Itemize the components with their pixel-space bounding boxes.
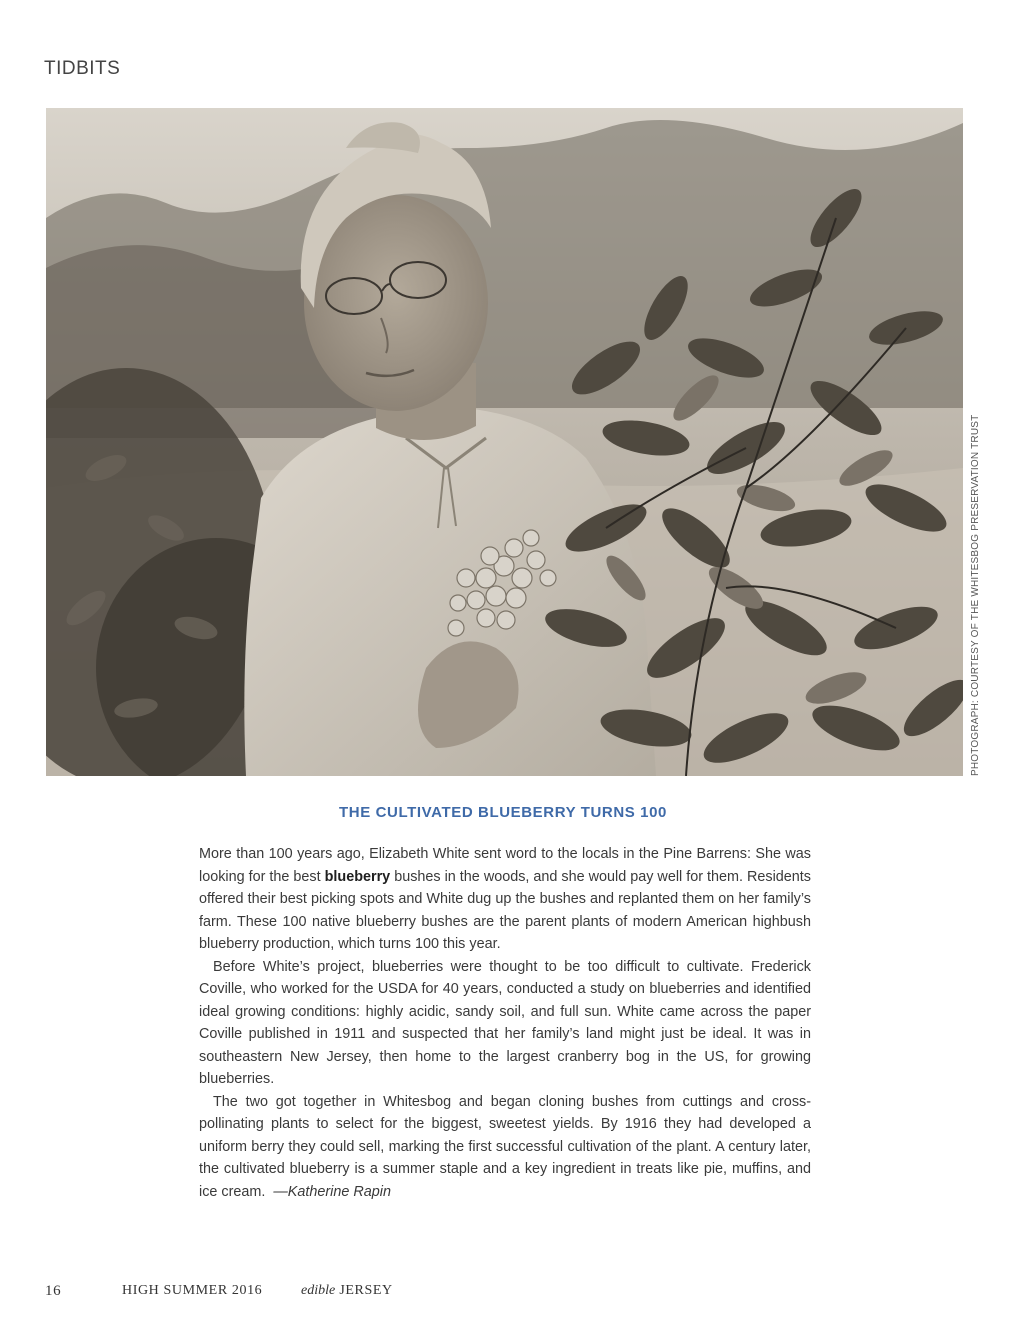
article-headline: THE CULTIVATED BLUEBERRY TURNS 100 [339, 804, 667, 821]
archival-photograph [46, 108, 963, 776]
photo-woman-with-blueberry-bush [46, 108, 963, 776]
paragraph-1-text-end: bushes in the woods, and she would pay well for them. Residents offered their best picking spots and White dug up the bushes and replanted them on her family’s farm. These 100 native blueberry bushes are the parent plants of modern American highbush blueberry production, which turns 100 this year. [199, 868, 811, 952]
paragraph-1-text-start: More than 100 years ago, Elizabeth White sent word to the locals in the Pine Barrens: She was looking for the best [199, 846, 811, 885]
article-paragraph-1 [199, 843, 811, 956]
magazine-name [301, 1283, 393, 1299]
article-body [199, 843, 811, 1203]
author-byline: —Katherine Rapin [273, 1183, 391, 1200]
article-paragraph-2: Before White’s project, blueberries were thought to be too difficult to cultivate. Frederick Coville, who worked for the USDA for 40 years, conducted a study on blueberries and identified ideal growing conditions: highly acidic, sandy soil, and full sun. White came across the paper Coville published in 1911 and suspected that her family’s land might just be ideal. It was in southeastern New Jersey, then home to the largest cranberry bog in the US, for growing blueberries. [199, 958, 811, 1087]
article-paragraph-3 [199, 1091, 811, 1204]
section-label: TIDBITS [44, 58, 121, 79]
keyword-blueberry: blueberry [324, 868, 391, 885]
magazine-name-italic: edible [301, 1283, 336, 1298]
magazine-name-rest: JERSEY [339, 1283, 393, 1298]
photo-credit: PHOTOGRAPH: COURTESY OF THE WHITESBOG PRESERVATION TRUST [970, 414, 981, 776]
issue-label: HIGH SUMMER 2016 [122, 1283, 263, 1298]
page-number: 16 [45, 1283, 62, 1299]
paragraph-3-text: The two got together in Whitesbog and began cloning bushes from cuttings and cross-pollinating plants to select for the biggest, sweetest yields. By 1916 they had developed a uniform berry they could sell, marking the first successful cultivation of the plant. A century later, the cultivated blueberry is a summer staple and a key ingredient in treats like pie, muffins, and ice cream. [199, 1093, 811, 1200]
